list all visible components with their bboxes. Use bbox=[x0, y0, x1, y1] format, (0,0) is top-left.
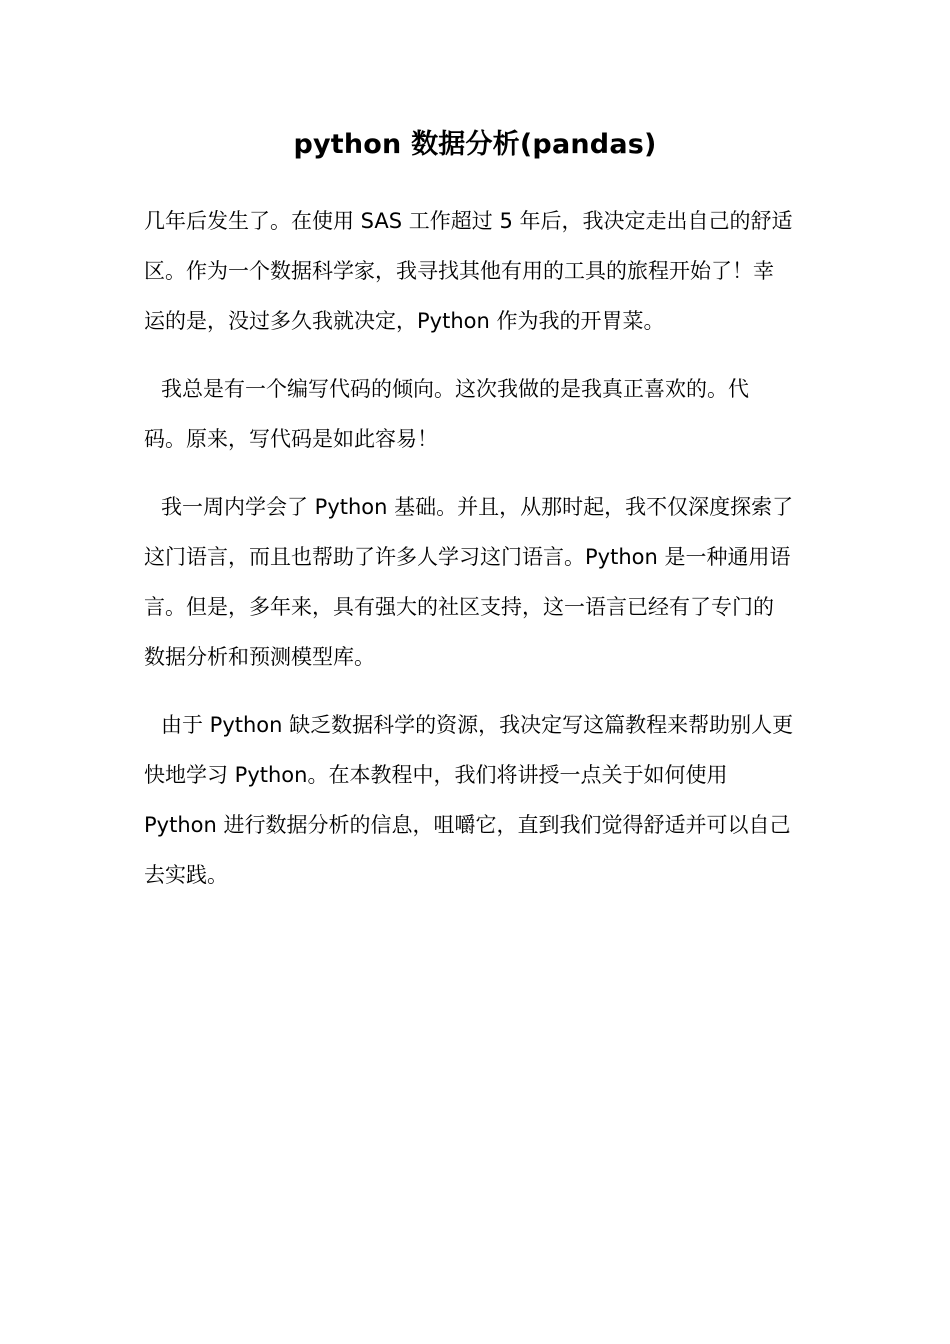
document-body bbox=[144, 196, 808, 900]
paragraph-line: 这门语言，而且也帮助了许多人学习这门语言。Python 是一种通用语 bbox=[144, 545, 791, 569]
paragraph-line: 几年后发生了。在使用 SAS 工作超过 5 年后，我决定走出自己的舒适 bbox=[144, 209, 793, 233]
paragraph-1 bbox=[144, 196, 808, 346]
paragraph-line: 区。作为一个数据科学家，我寻找其他有用的工具的旅程开始了！幸 bbox=[144, 259, 774, 283]
paragraph-line: 去实践。 bbox=[144, 863, 228, 887]
paragraph-line: 由于 Python 缺乏数据科学的资源，我决定写这篇教程来帮助别人更 bbox=[161, 713, 794, 737]
paragraph-line: 快地学习 Python。在本教程中，我们将讲授一点关于如何使用 bbox=[144, 763, 728, 787]
paragraph-line: 码。原来，写代码是如此容易！ bbox=[144, 427, 438, 451]
paragraph-2 bbox=[144, 364, 808, 464]
document-title: python 数据分析(pandas) bbox=[293, 129, 657, 160]
paragraph-line: 我一周内学会了 Python 基础。并且，从那时起，我不仅深度探索了 bbox=[161, 495, 794, 519]
paragraph-3 bbox=[144, 482, 808, 682]
paragraph-line: 运的是，没过多久我就决定，Python 作为我的开胃菜。 bbox=[144, 309, 665, 333]
paragraph-line: Python 进行数据分析的信息，咀嚼它，直到我们觉得舒适并可以自己 bbox=[144, 813, 791, 837]
paragraph-line: 我总是有一个编写代码的倾向。这次我做的是我真正喜欢的。代 bbox=[161, 377, 749, 401]
paragraph-line: 数据分析和预测模型库。 bbox=[144, 645, 375, 669]
paragraph-4 bbox=[144, 700, 808, 900]
paragraph-line: 言。但是，多年来，具有强大的社区支持，这一语言已经有了专门的 bbox=[144, 595, 774, 619]
